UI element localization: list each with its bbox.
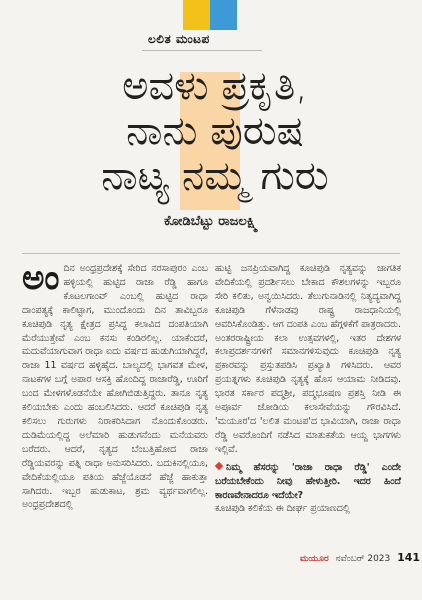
article-column-right <box>215 262 401 516</box>
magazine-brand-logo: ಮಯೂರ <box>300 554 329 564</box>
headline <box>60 64 370 198</box>
section-color-tab-blue <box>210 0 237 30</box>
headline-line-1: ಅವಳು ಪ್ರಕೃತಿ, <box>122 63 308 109</box>
answer-text: ಕೂಚಿಪುಡಿ ಕಲಿಕೆಯ ಈ ದೀರ್ಘ ಪ್ರಯಾಣದಲ್ಲಿ <box>215 503 350 515</box>
section-label: ಲಲಿತ ಮಂಟಪ <box>148 32 210 46</box>
headline-line-2: ನಾನು ಪುರುಷ <box>126 107 304 154</box>
issue-date: ನವೆಂಬರ್ 2023 <box>335 554 391 564</box>
question-text: ನಿಮ್ಮ ಹೆಸರನ್ನು 'ರಾಜಾ ರಾಧಾ ರೆಡ್ಡಿ' ಎಂದೇ ಬರೆಯಬೇಕೆಂದು ನೀವು ಹೇಳುತ್ತೀರಿ. ಇದರ ಹಿಂದೆ ಕಾರಣವೇನಾದರೂ ಇದೆಯೇ? <box>215 461 401 501</box>
page-footer <box>300 551 421 565</box>
diamond-bullet-icon <box>215 461 223 469</box>
byline-divider <box>22 253 400 254</box>
author-byline: ಕೋಡಿಬೆಟ್ಟು ರಾಜಲಕ್ಷ್ಮಿ <box>164 214 258 229</box>
left-column-text: ದಿನ ಅಂಧ್ರಪ್ರದೇಶಕ್ಕೆ ಸೇರಿದ ನರಸಾಪುರಂ ಎಂಬ ಹಳ್ಳಿಯಲ್ಲಿ ಹುಟ್ಟಿದ ರಾಜಾ ರೆಡ್ಡಿ ಹಾಗೂ ಕೊಟಲಗಾಂವ್ ಎಂಬಲ್ಲಿ ಹುಟ್ಟಿದ ರಾಧಾ ದಾಂಪತ್ಯಕ್ಕೆ ಕಾಲಿಟ್ಟಾಗ, ಮುಂದೊಂದು ದಿನ ತಾವಿಬ್ಬರೂ ಕೂಚಿಪುಡಿ ನೃತ್ಯ ಕ್ಷೇತ್ರದ ಪ್ರಸಿದ್ಧ ಕಲಾವಿದ ದಂಪತಿಯಾಗಿ ಮೆರೆಯುತ್ತೇವೆ ಎಂಬ ಕನಸು ಕಂಡಿರಲಿಲ್ಲ. ಯಾಕೆಂದರೆ, ಮದುವೆಯಾಗುವಾಗ ರಾಧಾ ಐದು ವರ್ಷದ ಹುಡುಗಿಯಾಗಿದ್ದರೆ, ರಾಜಾ 11 ವರ್ಷದ ಹಳ್ಳಿಹೈದ. ಬಾಲ್ಯದಲ್ಲಿ ಭಾಗವತ ಮೇಳ, ನಾಟಕಗಳ ಬಗ್ಗೆ ಅಪಾರ ಆಸಕ್ತಿ ಹೊಂದಿದ್ದ ರಾಜಾರೆಡ್ಡಿ, ಊರಿಗೆ ಬಂದ ಮೇಳಗಳೊಡನೆಯೇ ಹೋಗಿಬಿಡುತ್ತಿದ್ದರು. ತಾನೂ ನೃತ್ಯ ಕಲಿಯಬೇಕು ಎಂದು ಹಂಬಲಿಸಿದರು. ಆದರೆ ಕೂಚಿಪುಡಿ ನೃತ್ಯ ಕಲಿಸಲು ಗುರುಗಳು ನಿರಾಕರಿಸಿದಾಗ ನೊಂದುಕೊಂಡರು. ದುಡಿಮೆಯಲ್ಲಿದ್ದ ಅಲೆಮಾರಿ ಹುಡುಗನೆಂದು ಮನೆಯವರು ಬರೆದರು. ಆದರೆ, ನೃತ್ಯದ ಬೆಂಬತ್ತಿಹೋದ ರಾಜಾ ರೆಡ್ಡಿಯವರನ್ನು ಪತ್ನಿ ರಾಧಾ ಅನುಸರಿಸಿದರು. ಬದುಕಿನಲ್ಲಿಯೂ, ವೇದಿಕೆಯಲ್ಲಿಯೂ ಪತಿಯ ಹೆಜ್ಜೆಯೊಡನೆ ಹೆಜ್ಜೆ ಹಾಕುತ್ತಾ ಸಾಗಿದರು. ಇಬ್ಬರ ಹುಡುಕಾಟ, ಶ್ರಮ ವ್ಯರ್ಥವಾಗಲಿಲ್ಲ. ಅಂಧ್ರಪ್ರದೇಶದಲ್ಲಿ <box>22 263 208 511</box>
drop-cap: ಅಂ <box>22 258 60 298</box>
headline-line-3: ನಾಟ್ಯ ನಮ್ಮ ಗುರು <box>101 152 329 199</box>
section-divider <box>142 50 262 51</box>
article-column-left <box>22 258 208 512</box>
interview-question <box>215 461 401 503</box>
section-color-tab-yellow <box>183 0 210 30</box>
page-number: 141 <box>397 551 421 564</box>
right-column-text: ಹುಟ್ಟಿ ಜನಪ್ರಿಯವಾಗಿದ್ದ ಕೂಚಿಪುಡಿ ನೃತ್ಯವನ್ನು ಜಾಗತಿಕ ವೇದಿಕೆಯಲ್ಲಿ ಪ್ರದರ್ಶಿಸಲು ಬೇಕಾದ ಕೌಶಲಗಳನ್ನು ಇಬ್ಬರೂ ಸೇರಿ ಕಲಿತು, ಅನ್ವಯಿಸಿದರು. ತೆಲುಗುನಾಡಿನಲ್ಲಿ ನಿತ್ಯದ್ಯವಾಗಿದ್ದ ಕೂಚಿಪುಡಿ ಗೆಳೆನಾಡವು ರಾಷ್ಟ್ರ ರಾಜಧಾನಿಯಲ್ಲಿ ಆವರಿಸಿಕೊಂಡಿತ್ತು. ಆಗ ದಂಪತಿ ಎಂಬ ಹೆಗ್ಗಳಿಕೆಗೆ ಪಾತ್ರರಾದರು. ಅಂತರರಾಷ್ಟ್ರೀಯ ಕಲಾ ಉತ್ಸವಗಳಲ್ಲಿ, ಇತರ ದೇಶಗಳ ಕಲಾಪ್ರದರ್ಶನಗಳಿಗೆ ಸಮಾನಗಳಿಸುವುದು ಕೂಚಿಪುಡಿ ನೃತ್ಯ ಪ್ರಕಾರವನ್ನು ಪ್ರಸ್ತುತಪಡಿಸಿ ಪ್ರಖ್ಯಾತಿ ಗಳಿಸಿದರು. ಆವರ ಪ್ರಯತ್ನಗಳು ಕೂಚಿಪುಡಿ ನೃತ್ಯಕ್ಕೆ ಹೊಸ ಆಯಾಮ ನೀಡಿದವು. ಭಾರತ ಸರ್ಕಾರ ಪದ್ಮಶ್ರೀ, ಪದ್ಮಭೂಷಣ ಪ್ರಶಸ್ತಿ ನೀಡಿ ಈ ಅಪೂರ್ವ ಜೋಡಿಯ ಕಲಾಸೇವೆಯನ್ನು ಗೌರವಿಸಿದೆ. 'ಮಯೂರ'ದ 'ಲಲಿತ ಮಂಟಪ'ದ ಭಾವಿಯಾಗಿ, ರಾಜಾ ರಾಧಾ ರೆಡ್ಡಿ ಅವರೊಂದಿಗೆ ನಡೆಸಿದ ಮಾತುಕತೆಯ ಆಯ್ದ ಭಾಗಗಳು ಇಲ್ಲಿವೆ. <box>215 263 401 455</box>
